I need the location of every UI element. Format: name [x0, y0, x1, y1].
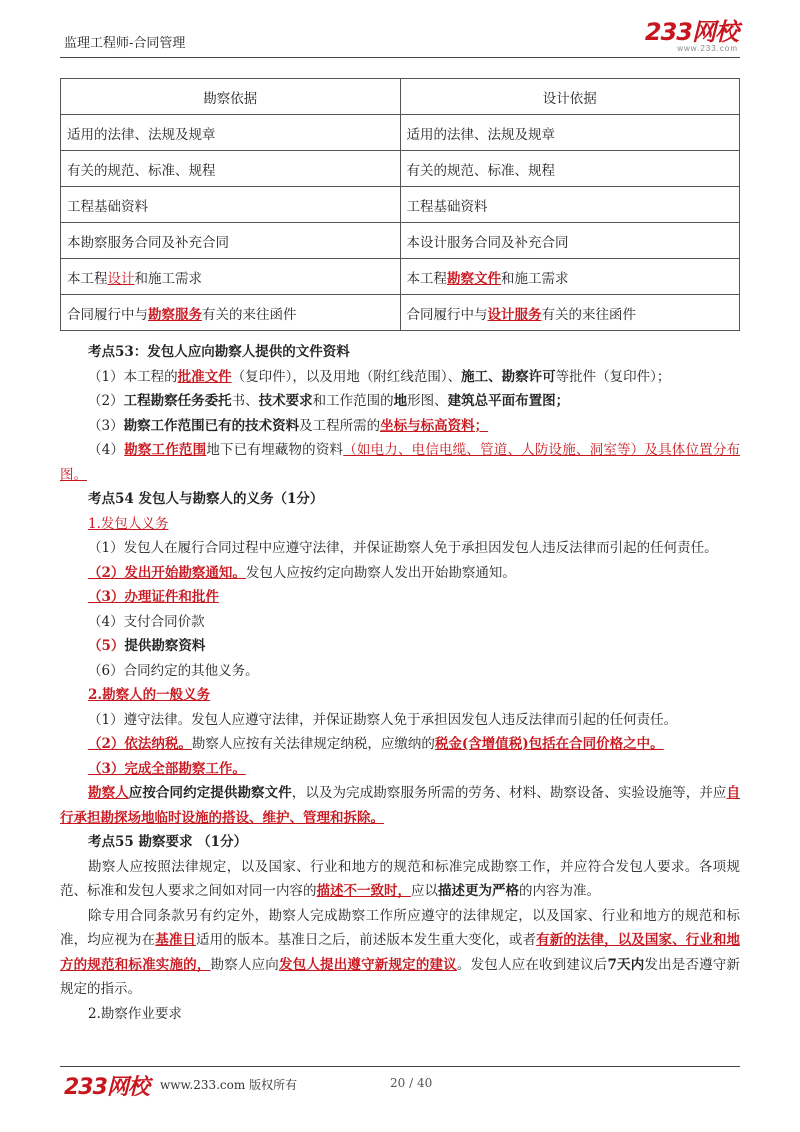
text-run: （4）支付合同价款	[88, 613, 205, 630]
logo-text: 233网校	[644, 18, 738, 46]
paragraph	[60, 683, 740, 708]
text-run: 1.发包人义务	[88, 515, 169, 532]
text-run: 应按合同约定提供勘察文件	[128, 785, 292, 801]
text-run: （3）	[88, 417, 124, 434]
text-run: 勘察人应按有关法律规定纳税，应缴纳的	[191, 736, 435, 752]
comparison-table	[60, 78, 740, 331]
text-run: 有关的规范、标准、规程	[67, 162, 216, 179]
footer-logo: 233网校	[64, 1075, 149, 1100]
text-run: 7天内	[607, 956, 645, 973]
text-run: 描述不一致时，	[316, 883, 411, 899]
paragraph	[60, 659, 740, 684]
text-run: 和施工需求	[134, 270, 202, 287]
design-basis-cell	[400, 295, 740, 331]
text-run: （1）发包人在履行合同过程中应遵守法律，并保证勘察人免于承担因发包人违反法律而引起的任何责任。	[88, 540, 718, 556]
text-run: （2）发出开始勘察通知。	[88, 564, 246, 581]
table-row	[61, 223, 740, 259]
text-run: 坐标与标高资料；	[380, 417, 489, 434]
text-run: 和工作范围的	[312, 393, 394, 409]
text-run: （复印件），以及用地（附红线范围）、	[231, 368, 462, 385]
text-run: 的内容为准。	[519, 883, 600, 899]
paragraph	[60, 1002, 740, 1027]
text-run: 工程基础资料	[406, 198, 488, 215]
text-run: （如电力、电信电缆、管道、人防设施、洞室等）及具体位置分布图。	[60, 442, 741, 483]
paragraph	[60, 830, 740, 855]
text-run: 工程基础资料	[67, 198, 148, 215]
text-run: 适用的法律、法规及规章	[67, 126, 216, 143]
text-run: 适用的法律、法规及规章	[406, 126, 555, 143]
text-run: 工程勘察任务委托	[123, 393, 232, 409]
text-run: 建筑总平面布置图；	[447, 393, 570, 409]
paragraph	[60, 414, 740, 439]
paragraph	[60, 781, 740, 830]
text-run: 地	[393, 393, 408, 409]
text-run: 勘察工作范围已有的技术资料	[123, 417, 300, 434]
text-run: （3）办理证件和批件	[88, 589, 219, 605]
table-row	[61, 187, 740, 223]
table-row	[61, 259, 740, 295]
text-run: 有新的法律，以及国家、行业和地方的规范和标准实施的，	[60, 932, 741, 973]
text-run: 税金(含增值税)包括在合同价格之中。	[434, 736, 664, 752]
survey-basis-cell	[61, 223, 401, 259]
text-run: （3）完成全部勘察工作。	[88, 760, 246, 777]
paragraph	[60, 708, 740, 733]
paragraph	[60, 536, 740, 561]
text-run: （4）	[88, 442, 125, 458]
paragraph	[60, 487, 740, 512]
text-run: 合同履行中与	[406, 306, 488, 323]
brand-logo	[645, 20, 738, 53]
header-divider	[60, 57, 740, 58]
paragraph	[60, 855, 740, 904]
page-number: 20 / 40	[390, 1076, 433, 1090]
table-row	[61, 295, 740, 331]
text-run: 合同履行中与	[67, 306, 148, 323]
text-run: 发包人应按约定向勘察人发出开始勘察通知。	[245, 564, 516, 581]
main-content	[60, 340, 740, 1026]
paragraph	[60, 904, 740, 1002]
paragraph	[60, 634, 740, 659]
text-run: 考点55 勘察要求 （1分）	[88, 834, 248, 850]
text-run: 勘察服务	[148, 306, 202, 323]
paragraph	[60, 438, 740, 487]
paragraph	[60, 512, 740, 537]
text-run: 勘察人	[88, 785, 129, 801]
text-run: 基准日	[155, 932, 197, 948]
text-run: 发包人提出遵守新规定的建议	[278, 956, 457, 973]
text-run: 提供勘察资料	[124, 638, 206, 654]
survey-basis-cell	[61, 115, 401, 151]
text-run: 勘察人应按照法律规定，以及国家、行业和地方的规范和标准完成勘察工作，并应符合发包人要求。各项规范、标准和发包人要求之间如对同一内容的	[60, 858, 740, 899]
text-run: 勘察人应向	[210, 956, 279, 973]
paragraph	[60, 365, 740, 390]
survey-basis-cell	[61, 151, 401, 187]
design-basis-cell	[400, 187, 740, 223]
text-run: 设计	[107, 270, 135, 287]
copyright-text: www.233.com 版权所有	[160, 1078, 298, 1092]
text-run: 。发包人应在收到建议后	[456, 956, 608, 973]
survey-basis-cell	[61, 187, 401, 223]
paragraph	[60, 561, 740, 586]
text-run: 本勘察服务合同及补充合同	[67, 234, 229, 251]
text-run: 考点53：发包人应向勘察人提供的文件资料	[88, 344, 350, 360]
text-run: （1）遵守法律。发包人应遵守法律，并保证勘察人免于承担因发包人违反法律而引起的任何责任。	[88, 711, 678, 728]
text-run: 发出是否遵守新规定的指示。	[60, 956, 741, 997]
paragraph	[60, 340, 740, 365]
text-run: 及工程所需的	[299, 417, 381, 434]
paragraph	[60, 757, 740, 782]
text-run: 施工、勘察许可	[461, 368, 556, 385]
text-run: 等批件（复印件）；	[555, 368, 671, 385]
text-run: 除专用合同条款另有约定外，勘察人完成勘察工作所应遵守的法律规定，以及国家、行业和地方的规范和标准，均应视为在	[60, 907, 740, 948]
design-basis-cell	[400, 151, 740, 187]
text-run: 技术要求	[258, 393, 313, 409]
text-run: （6）合同约定的其他义务。	[88, 662, 259, 679]
text-run: 书、	[231, 393, 259, 409]
text-run: 考点54 发包人与勘察人的义务（1分）	[88, 491, 324, 507]
text-run: （2）	[88, 393, 124, 409]
table-header-survey: 勘察依据	[61, 79, 401, 115]
footer-divider	[60, 1066, 740, 1067]
logo-url: www.233.com	[677, 44, 738, 53]
text-run: 有关的规范、标准、规程	[406, 162, 555, 179]
text-run: 2.勘察人的一般义务	[88, 687, 211, 703]
survey-basis-cell	[61, 295, 401, 331]
paragraph	[60, 732, 740, 757]
paragraph	[60, 610, 740, 635]
text-run: 有关的来往函件	[202, 306, 297, 323]
text-run: 有关的来往函件	[541, 306, 636, 323]
text-run: （1）本工程的	[88, 368, 178, 385]
text-run: 设计服务	[487, 306, 542, 323]
text-run: 形图、	[407, 393, 448, 409]
survey-basis-cell	[61, 259, 401, 295]
table-header-row	[61, 79, 740, 115]
text-run: 2.勘察作业要求	[88, 1005, 182, 1022]
design-basis-cell	[400, 259, 740, 295]
text-run: 本工程	[67, 270, 108, 287]
paragraph	[60, 389, 740, 414]
text-run: 描述更为严格	[438, 883, 519, 899]
text-run: 本工程	[406, 270, 447, 287]
text-run: 本设计服务合同及补充合同	[406, 234, 569, 251]
table-header-design: 设计依据	[400, 79, 740, 115]
text-run: 应以	[411, 883, 438, 899]
text-run: 自行承担勘探场地临时设施的搭设、维护、管理和拆除。	[60, 785, 741, 826]
text-run: 勘察文件	[447, 270, 501, 287]
text-run: （5）	[88, 638, 125, 654]
text-run: 地下已有埋藏物的资料	[206, 442, 344, 458]
table-row	[61, 151, 740, 187]
text-run: 勘察工作范围	[124, 442, 207, 458]
paragraph	[60, 585, 740, 610]
text-run: 批准文件	[177, 368, 232, 385]
text-run: ，以及为完成勘察服务所需的劳务、材料、勘察设备、实验设施等，并应	[291, 785, 727, 801]
table-row	[61, 115, 740, 151]
design-basis-cell	[400, 223, 740, 259]
text-run: 和施工需求	[501, 270, 569, 287]
document-title: 监理工程师-合同管理	[64, 36, 186, 51]
text-run: （2）依法纳税。	[88, 736, 192, 752]
text-run: 适用的版本。基准日之后，前述版本发生重大变化，或者	[196, 932, 537, 948]
design-basis-cell	[400, 115, 740, 151]
